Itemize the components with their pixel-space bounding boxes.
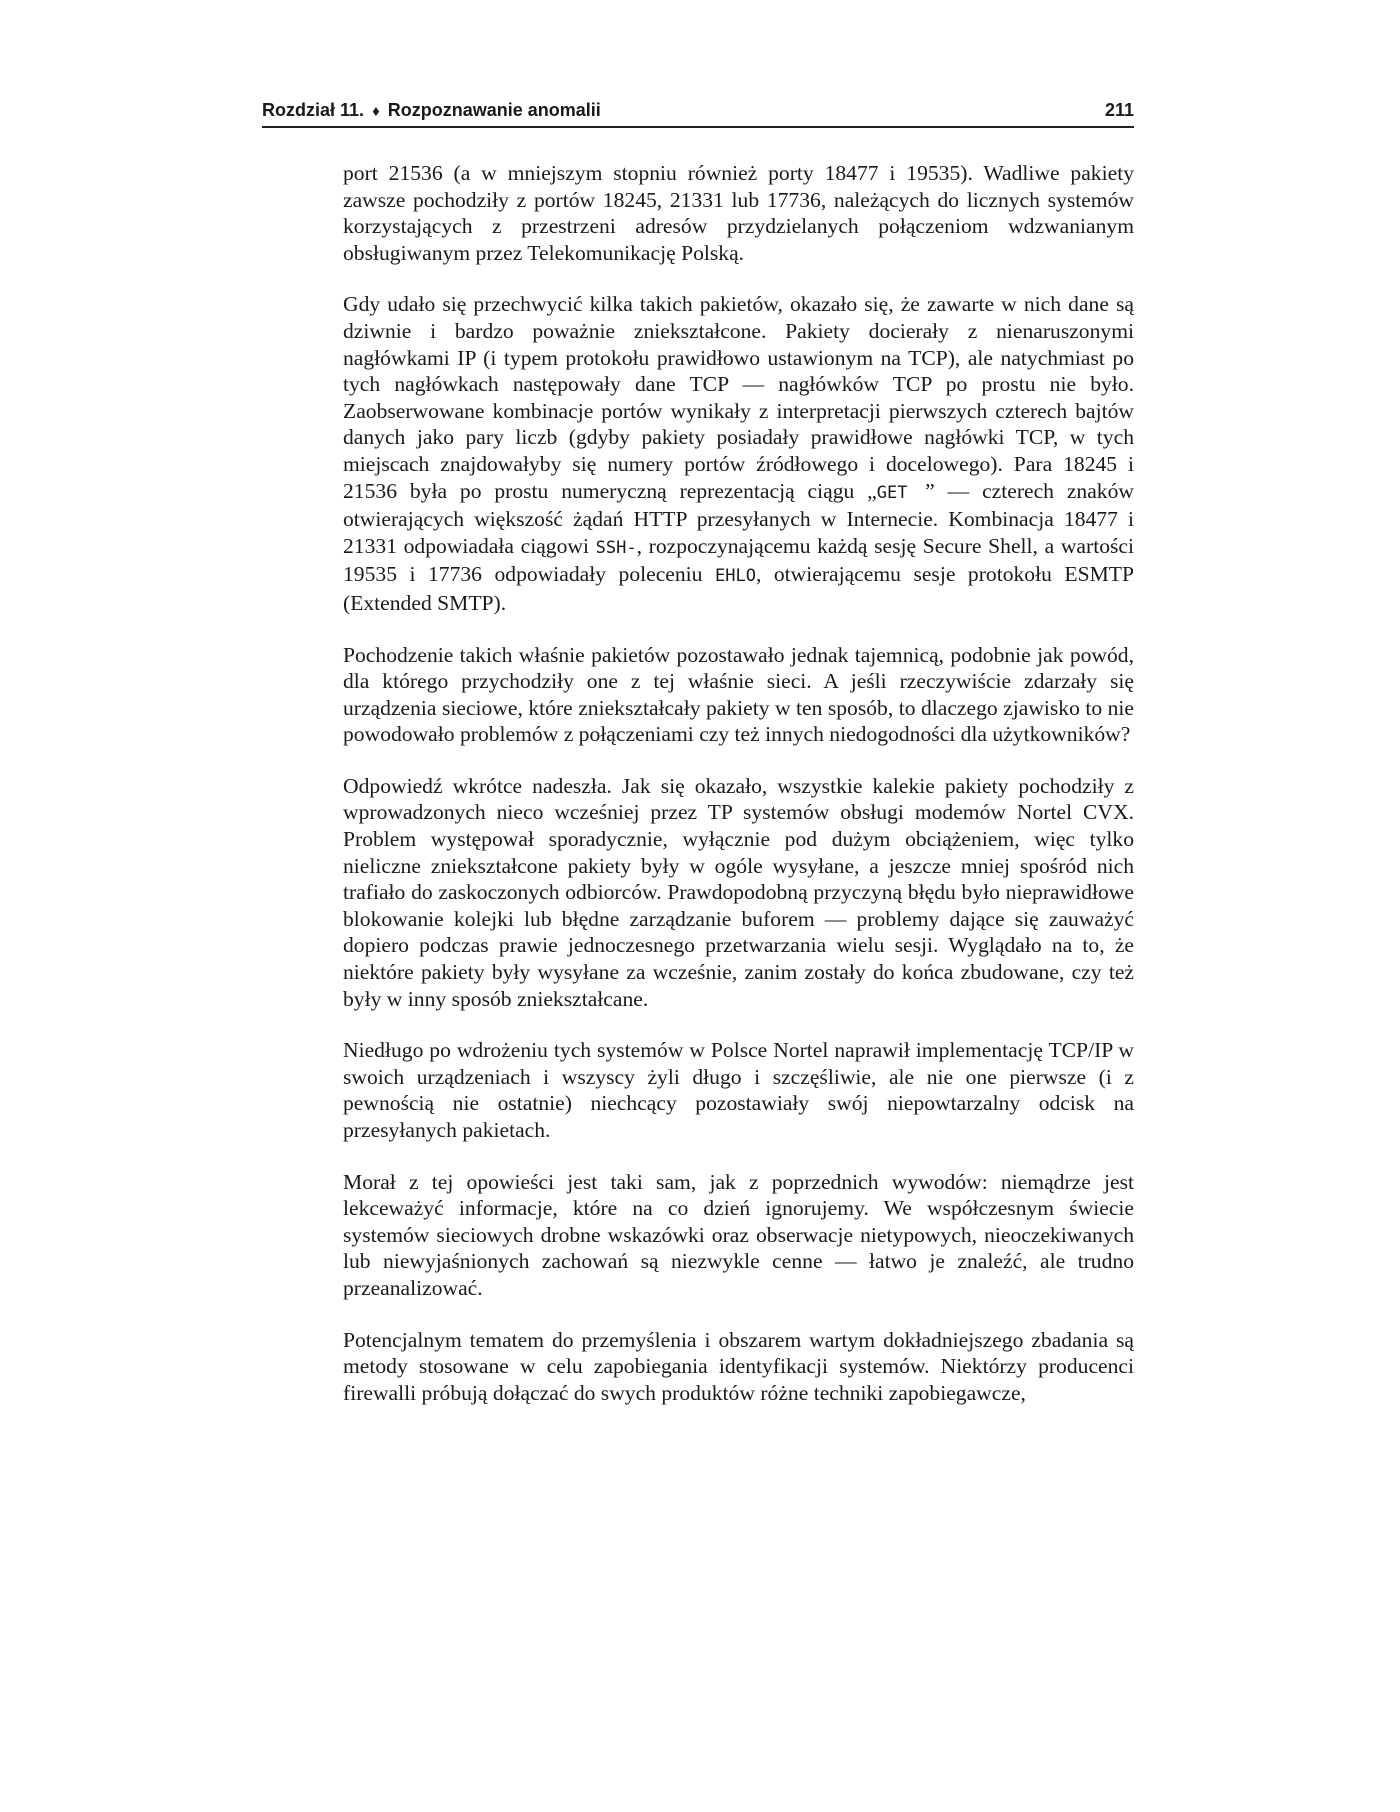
paragraph-text: ” — czterech znaków otwierających większość żądań HTTP przesyłanych w Internecie. Kombinacja 18477 i 21331 odpowiadała ciągowi: [343, 478, 1134, 558]
paragraph-text: Odpowiedź wkrótce nadeszła. Jak się okazało, wszystkie kalekie pakiety pochodziły z wprowadzonych nieco wcześniej przez TP systemów obsługi modemów Nortel CVX. Problem występował sporadycznie, wyłącznie pod dużym obciążeniem, więc tylko nieliczne zniekształcone pakiety były w ogóle wysyłane, a jeszcze mniej spośród nich trafiało do zaskoczonych odbiorców. Prawdopodobną przyczyną błędu było nieprawidłowe blokowanie kolejki lub błędne zarządzanie buforem — problemy dające się zauważyć dopiero podczas prawie jednoczesnego przetwarzania wielu sesji. Wyglądało na to, że niektóre pakiety były wysyłane za wcześnie, zanim zostały do końca zbudowane, czy też były w inny sposób zniekształcane.: [343, 773, 1134, 1011]
paragraph-text: , otwierającemu sesje protokołu ESMTP (Extended SMTP).: [343, 562, 1134, 615]
paragraph: [343, 1169, 1134, 1302]
running-header: [262, 98, 1134, 128]
paragraph-text: port 21536 (a w mniejszym stopniu również porty 18477 i 19535). Wadliwe pakiety zawsze pochodziły z portów 18245, 21331 lub 17736, należących do licznych systemów korzystających z przestrzeni adresów przydzielanych połączeniom wdzwanianym obsługiwanym przez Telekomunikację Polską.: [343, 161, 1134, 265]
paragraph: [343, 291, 1134, 616]
paragraph: [343, 1327, 1134, 1407]
paragraph: [343, 773, 1134, 1012]
page-number: 211: [1104, 100, 1134, 120]
inline-code: EHLO: [714, 566, 756, 587]
paragraph-text: Gdy udało się przechwycić kilka takich pakietów, okazało się, że zawarte w nich dane są dziwnie i bardzo poważnie zniekształcone. Pakiety docierały z nienaruszonymi nagłówkami IP (i typem protokołu prawidłowo ustawionym na TCP), ale natychmiast po tych nagłówkach następowały dane TCP — nagłówków TCP po prostu nie było. Zaobserwowane kombinacje portów wynikały z interpretacji pierwszych czterech bajtów danych jako pary liczb (gdyby pakiety posiadały prawidłowe nagłówki TCP, w tych miejscach znajdowałyby się numery portów źródłowego i docelowego). Para 18245 i 21536 była po prostu numeryczną reprezentacją ciągu „: [343, 292, 1134, 503]
paragraph: [343, 160, 1134, 266]
inline-code: GET: [876, 482, 926, 503]
chapter-number: Rozdział 11.: [262, 100, 365, 120]
paragraph-text: Pochodzenie takich właśnie pakietów pozostawało jednak tajemnicą, podobnie jak powód, dla którego przychodziły one z tej właśnie sieci. A jeśli rzeczywiście zdarzały się urządzenia sieciowe, które zniekształcały pakiety w ten sposób, to dlaczego zjawisko to nie powodowało problemów z połączeniami czy też innych niedogodności dla użytkowników?: [343, 642, 1134, 747]
chapter-title: [262, 98, 601, 124]
section-title: Rozpoznawanie anomalii: [387, 100, 601, 120]
diamond-separator-icon: ♦: [372, 103, 380, 120]
paragraph: [343, 1037, 1134, 1143]
inline-code: SSH-: [595, 537, 637, 558]
paragraph-text: , rozpoczynającemu każdą sesję Secure Shell, a wartości 19535 i 17736 odpowiadały poleceniu: [343, 533, 1134, 587]
paragraph: [343, 642, 1134, 748]
paragraph-text: Niedługo po wdrożeniu tych systemów w Polsce Nortel naprawił implementację TCP/IP w swoich urządzeniach i wszyscy żyli długo i szczęśliwie, ale nie one pierwsze (i z pewnością nie ostatnie) niechcący pozostawiały swój niepowtarzalny odcisk na przesyłanych pakietach.: [343, 1038, 1134, 1142]
paragraph-text: Morał z tej opowieści jest taki sam, jak z poprzednich wywodów: niemądrze jest lekceważyć informacje, które na co dzień ignorujemy. We współczesnym świecie systemów sieciowych drobne wskazówki oraz obserwacje nietypowych, nieoczekiwanych lub niewyjaśnionych zachowań są niezwykle cenne — łatwo je znaleźć, ale trudno przeanalizować.: [343, 1169, 1134, 1300]
paragraph-text: Potencjalnym tematem do przemyślenia i obszarem wartym dokładniejszego zbadania są metody stosowane w celu zapobiegania identyfikacji systemów. Niektórzy producenci firewalli próbują dołączać do swych produktów różne techniki zapobiegawcze,: [343, 1327, 1134, 1405]
body-text: [343, 160, 1134, 1431]
